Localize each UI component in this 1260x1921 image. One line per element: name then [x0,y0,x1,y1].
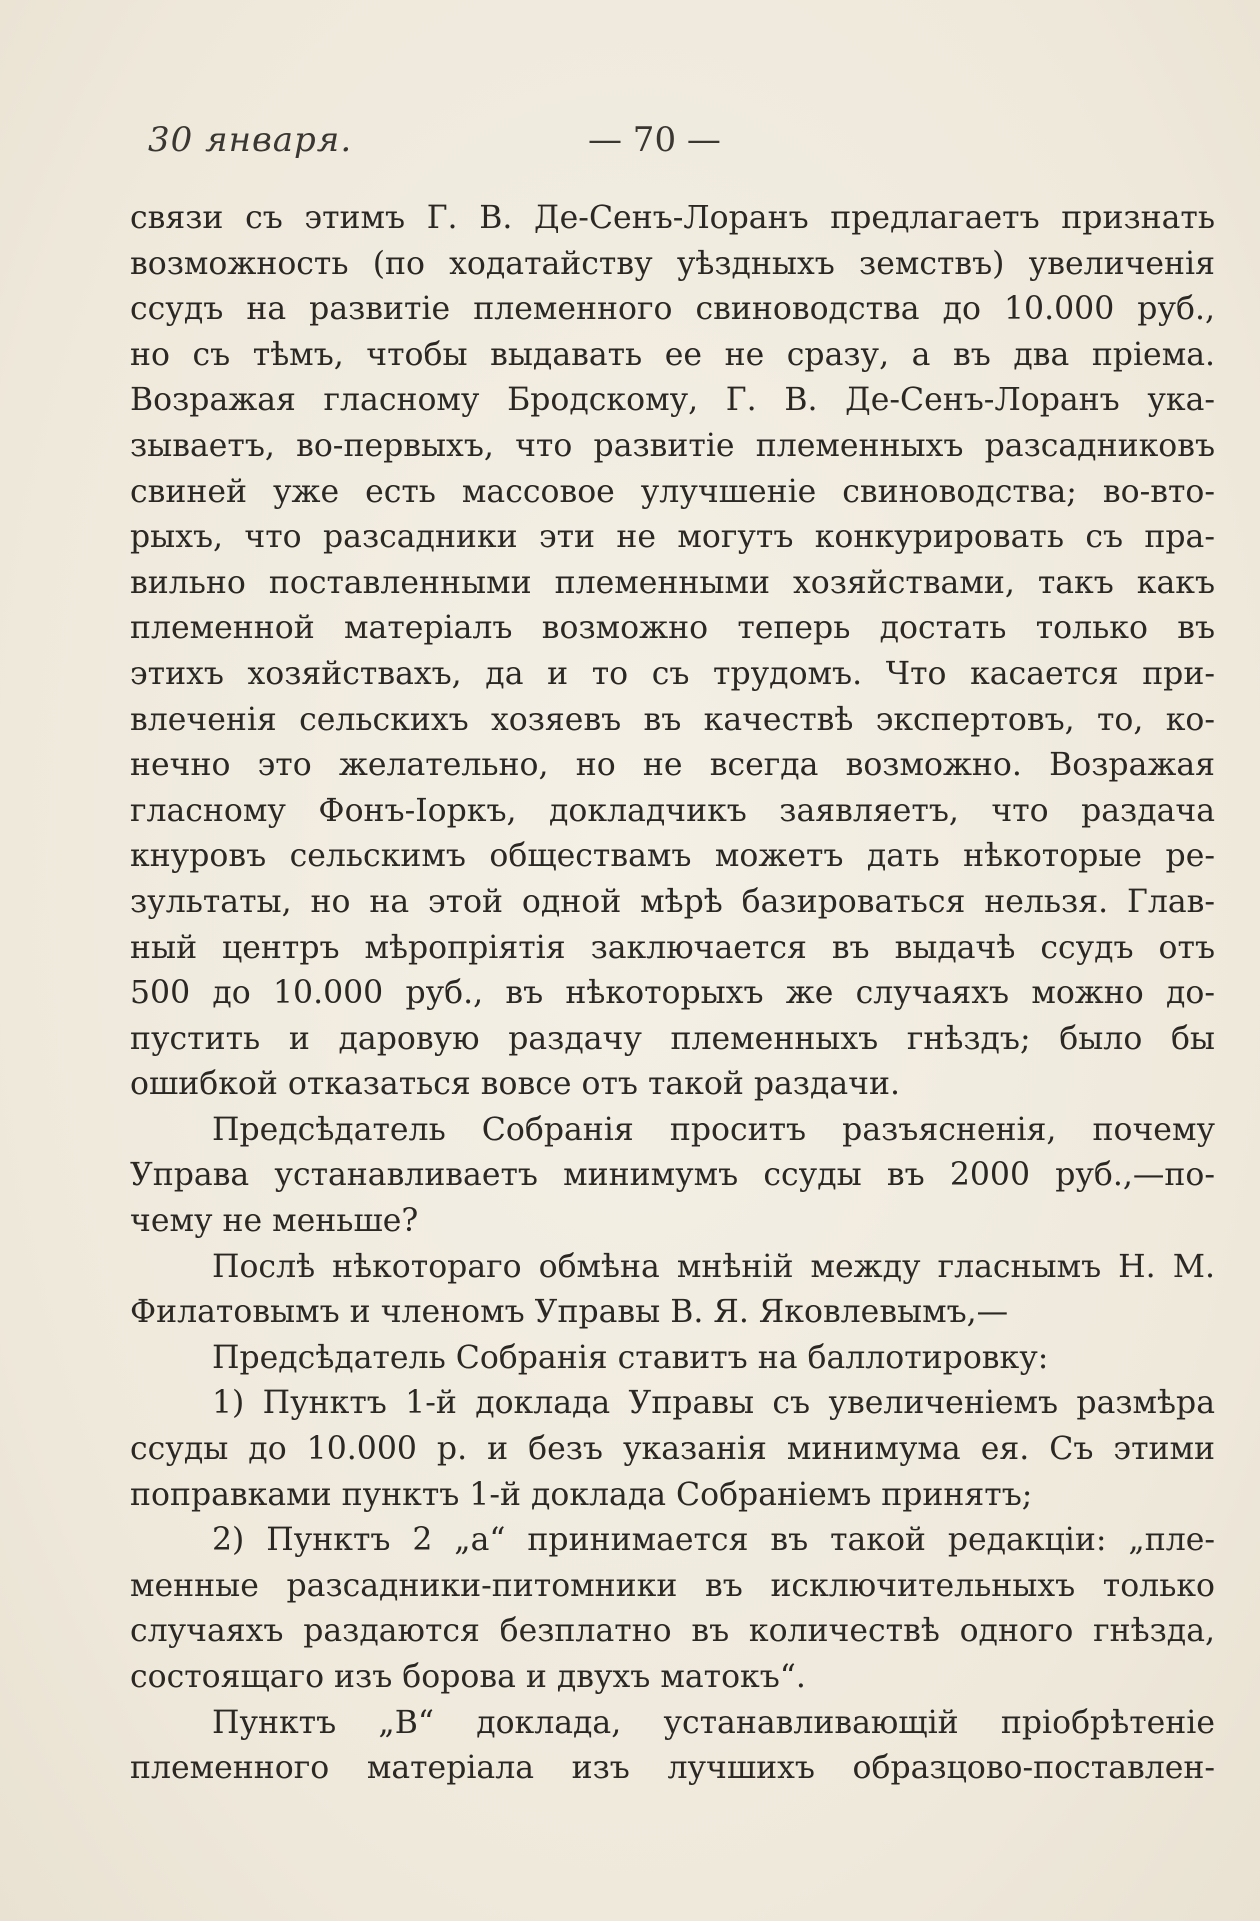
header-date: 30 января. [148,120,353,160]
text-line: поправками пунктъ 1-й доклада Собраніемъ принятъ; [130,1476,1033,1513]
text-line: ссудъ на развитіе племенного свиноводства до 10.000 руб., [130,291,1215,328]
text-line: ссуды до 10.000 р. и безъ указанія минимума ея. Съ этими [130,1431,1215,1468]
text-line: состоящаго изъ борова и двухъ матокъ“. [130,1659,806,1695]
text-line: зультаты, но на этой одной мѣрѣ базироваться нельзя. Глав- [130,883,1215,920]
text-line: Филатовымъ и членомъ Управы В. Я. Яковлевымъ,— [130,1294,1009,1331]
text-line: рыхъ, что разсадники эти не могутъ конкурировать съ пра- [130,519,1215,556]
page-number: — 70 — [588,120,721,160]
text-line: возможность (по ходатайству уѣздныхъ земствъ) увеличенія [130,245,1215,282]
body-text [130,196,1215,1792]
page-header [148,120,1138,170]
text-line: 1) Пунктъ 1-й доклада Управы съ увеличеніемъ размѣра [212,1385,1215,1422]
text-line: ошибкой отказаться вовсе отъ такой раздачи. [130,1066,900,1103]
text-line: Возражая гласному Бродскому, Г. В. Де-Сенъ-Лоранъ ука- [130,382,1215,419]
text-line: ный центръ мѣропріятія заключается въ выдачѣ ссудъ отъ [130,929,1215,966]
text-line: гласному Фонъ-Іоркъ, докладчикъ заявляетъ, что раздача [130,792,1215,829]
text-line: менные разсадники-питомники въ исключительныхъ только [130,1567,1215,1604]
text-line: связи съ этимъ Г. В. Де-Сенъ-Лоранъ предлагаетъ признать [130,200,1215,236]
text-line: 500 до 10.000 руб., въ нѣкоторыхъ же случаяхъ можно до- [130,975,1215,1012]
text-line: Послѣ нѣкотораго обмѣна мнѣній между гласнымъ Н. М. [212,1248,1215,1285]
text-line: влеченія сельскихъ хозяевъ въ качествѣ экспертовъ, то, ко- [130,701,1215,738]
text-line: кнуровъ сельскимъ обществамъ можетъ дать нѣкоторые ре- [130,838,1215,875]
text-line: свиней уже есть массовое улучшеніе свиноводства; во-вто- [130,473,1215,510]
text-line: племенной матеріалъ возможно теперь достать только въ [130,610,1215,647]
text-line: вильно поставленными племенными хозяйствами, такъ какъ [130,564,1215,601]
text-line: но съ тѣмъ, чтобы выдавать ее не сразу, а въ два пріема. [130,336,1215,373]
text-line: племенного матеріала изъ лучшихъ образцово-поставлен- [130,1750,1215,1787]
text-line: 2) Пунктъ 2 „а“ принимается въ такой редакціи: „пле- [212,1522,1215,1559]
text-line: Предсѣдатель Собранія ставитъ на баллотировку: [212,1339,1049,1376]
text-line: чему не меньше? [130,1203,419,1240]
text-line: Предсѣдатель Собранія проситъ разъясненія, почему [212,1111,1215,1148]
text-line: зываетъ, во-первыхъ, что развитіе племенныхъ разсадниковъ [130,427,1215,464]
text-line: Пунктъ „В“ доклада, устанавливающій пріобрѣтеніе [212,1704,1215,1741]
text-line: случаяхъ раздаются безплатно въ количествѣ одного гнѣзда, [130,1613,1215,1650]
text-line: нечно это желательно, но не всегда возможно. Возражая [130,747,1215,784]
text-line: пустить и даровую раздачу племенныхъ гнѣздъ; было бы [130,1020,1215,1057]
text-line: этихъ хозяйствахъ, да и то съ трудомъ. Что касается при- [130,655,1215,692]
text-line: Управа устанавливаетъ минимумъ ссуды въ 2000 руб.,—по- [130,1157,1215,1194]
